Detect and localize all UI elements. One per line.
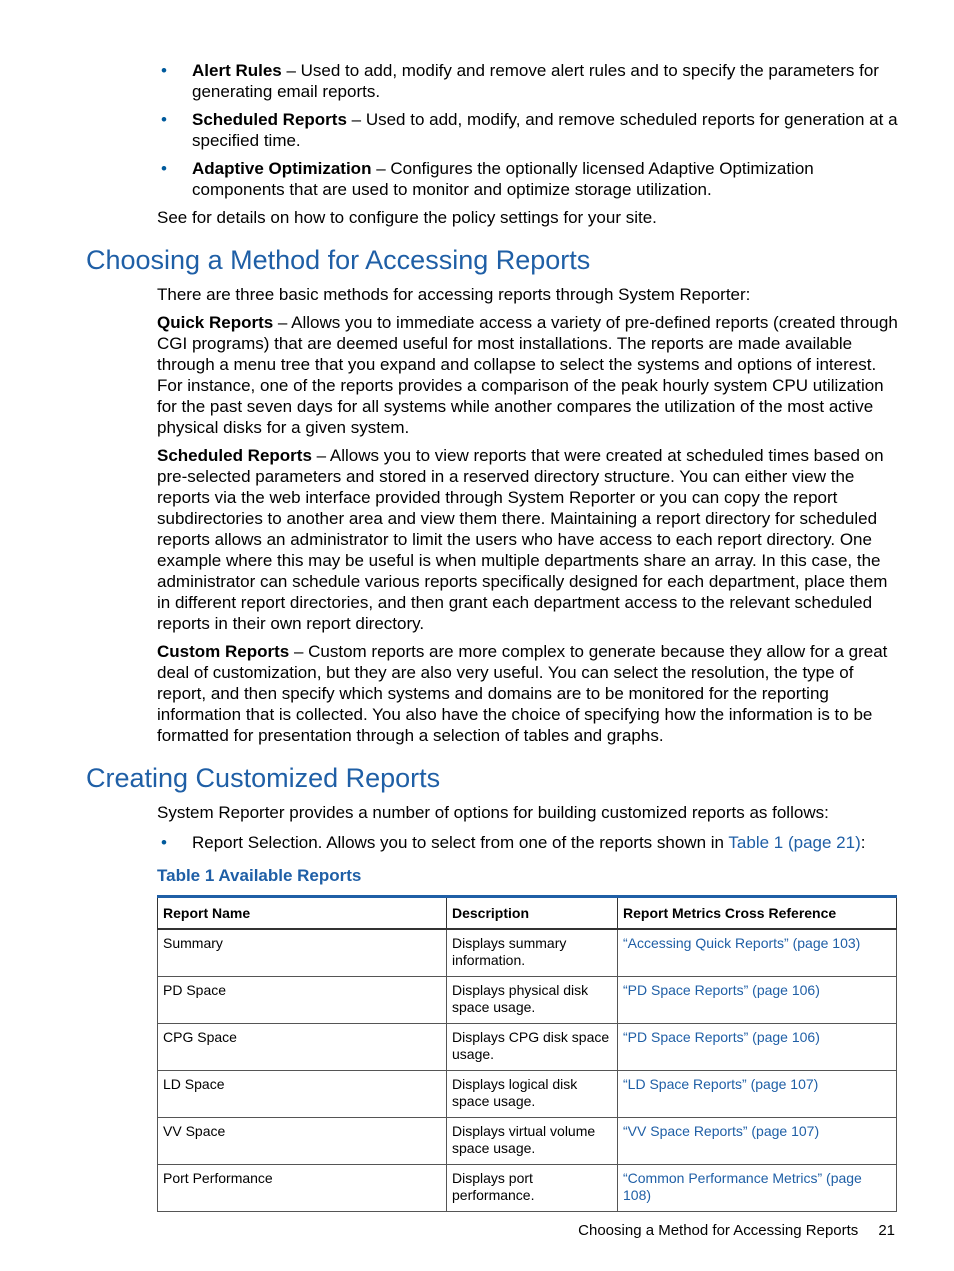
method-paragraph — [157, 641, 898, 746]
list-item — [0, 60, 954, 102]
report-selection-list — [0, 832, 954, 853]
description-cell: Displays port performance. — [447, 1165, 618, 1212]
description-cell: Displays virtual volume space usage. — [447, 1118, 618, 1165]
bullet-text: – Used to add, modify, and remove scheduled reports for generation at a specified time. — [192, 110, 898, 150]
description-cell: Displays logical disk space usage. — [447, 1071, 618, 1118]
column-header-cross-reference: Report Metrics Cross Reference — [618, 897, 897, 930]
report-name-cell: Summary — [158, 929, 447, 977]
table-reference-link[interactable]: Table 1 (page 21) — [728, 833, 861, 852]
bullet-term: Adaptive Optimization — [192, 159, 372, 178]
table-row — [158, 1165, 897, 1212]
table-header-row — [158, 897, 897, 930]
intro-paragraph: There are three basic methods for accessing reports through System Reporter: — [157, 285, 751, 304]
report-name-cell: PD Space — [158, 977, 447, 1024]
cross-reference-link[interactable]: “PD Space Reports” (page 106) — [618, 977, 897, 1024]
description-cell: Displays summary information. — [447, 929, 618, 977]
report-name-cell: VV Space — [158, 1118, 447, 1165]
report-name-cell: LD Space — [158, 1071, 447, 1118]
description-cell: Displays CPG disk space usage. — [447, 1024, 618, 1071]
bullet-icon: • — [161, 159, 167, 178]
cross-reference-link[interactable]: “Common Performance Metrics” (page 108) — [618, 1165, 897, 1212]
description-cell: Displays physical disk space usage. — [447, 977, 618, 1024]
table-row — [158, 1024, 897, 1071]
bullet-text: Report Selection. Allows you to select from one of the reports shown in — [192, 833, 729, 852]
bullet-term: Alert Rules — [192, 61, 282, 80]
cross-reference-link[interactable]: “VV Space Reports” (page 107) — [618, 1118, 897, 1165]
bullet-text: – Used to add, modify and remove alert rules and to specify the parameters for generating email reports. — [192, 61, 879, 101]
table-row — [158, 929, 897, 977]
method-text: – Allows you to immediate access a variety of pre-defined reports (created through CGI programs) that are deemed useful for most installations. The reports are made available through a menu tree that you expand and collapse to select the systems and options of interest. For instance, one of the reports provides a comparison of the peak hourly system CPU utilization for the past seven days for all systems while another compares the utilization of the most active physical disks for a given system. — [157, 313, 898, 437]
list-item — [0, 109, 954, 151]
bullet-icon: • — [161, 61, 167, 80]
column-header-description: Description — [447, 897, 618, 930]
policy-bullet-list — [0, 60, 954, 200]
report-name-cell: Port Performance — [158, 1165, 447, 1212]
table-row — [158, 1071, 897, 1118]
method-term: Custom Reports — [157, 642, 290, 661]
method-term: Quick Reports — [157, 313, 274, 332]
section-heading-accessing-reports: Choosing a Method for Accessing Reports — [86, 245, 591, 275]
table-caption: Table 1 Available Reports — [157, 866, 362, 885]
available-reports-table — [157, 895, 897, 1212]
list-item — [0, 158, 954, 200]
bullet-icon: • — [161, 833, 167, 852]
page-footer — [578, 1222, 895, 1240]
page-number: 21 — [878, 1222, 895, 1239]
bullet-icon: • — [161, 110, 167, 129]
table-row — [158, 977, 897, 1024]
bullet-term: Scheduled Reports — [192, 110, 347, 129]
section-heading-customized-reports: Creating Customized Reports — [86, 763, 441, 793]
see-details-paragraph: See for details on how to configure the policy settings for your site. — [157, 208, 657, 227]
bullet-text-end: : — [860, 833, 866, 852]
method-term: Scheduled Reports — [157, 446, 312, 465]
method-text: – Allows you to view reports that were created at scheduled times based on pre-selected parameters and stored in a reserved directory structure. You can either view the reports via the web interface provided through System Reporter or you can copy the report subdirectories to another area and view them there. Maintaining a report directory for scheduled reports allows an administrator to limit the users who have access to each report directory. One example where this may be useful is when multiple departments share an array. In this case, the administrator can schedule various reports specifically designed for each department, place them in different report directories, and then grant each department access to the relevant scheduled reports in their own report directory. — [157, 446, 888, 633]
intro-paragraph: System Reporter provides a number of options for building customized reports as follows: — [157, 803, 829, 822]
method-text: – Custom reports are more complex to generate because they allow for a great deal of customization, but they are also very useful. You can select the resolution, the type of report, and then specify which systems and domains are to be monitored for the reporting information that is collected. You also have the choice of specifying how the information is to be formatted for presentation through a selection of tables and graphs. — [157, 642, 888, 745]
method-paragraph — [157, 445, 898, 634]
list-item — [0, 832, 954, 853]
bullet-text: – Configures the optionally licensed Adaptive Optimization components that are used to monitor and optimize storage utilization. — [192, 159, 814, 199]
table-row — [158, 1118, 897, 1165]
footer-section-title: Choosing a Method for Accessing Reports — [578, 1222, 859, 1239]
cross-reference-link[interactable]: “PD Space Reports” (page 106) — [618, 1024, 897, 1071]
report-name-cell: CPG Space — [158, 1024, 447, 1071]
method-paragraph — [157, 312, 898, 438]
cross-reference-link[interactable]: “LD Space Reports” (page 107) — [618, 1071, 897, 1118]
column-header-report-name: Report Name — [158, 897, 447, 930]
cross-reference-link[interactable]: “Accessing Quick Reports” (page 103) — [618, 929, 897, 977]
